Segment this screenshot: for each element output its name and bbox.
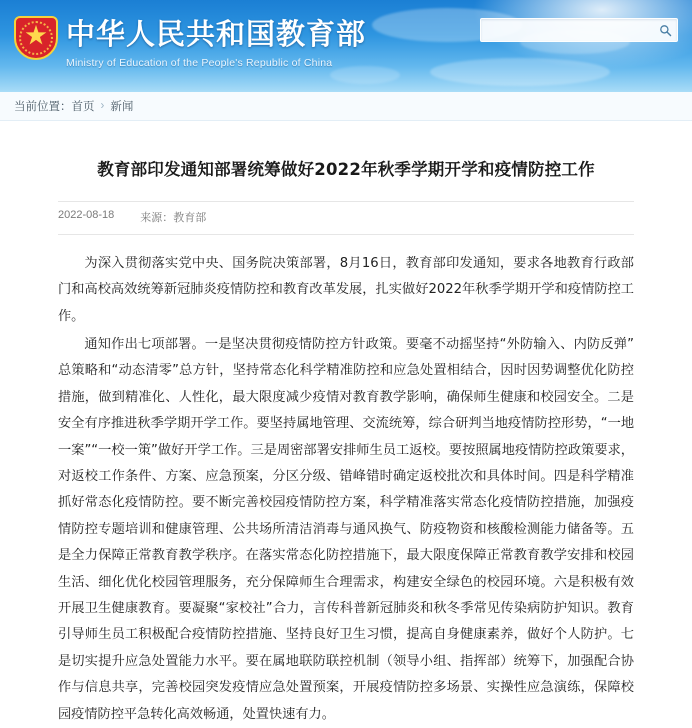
breadcrumb-separator: › <box>100 100 105 112</box>
article-source: 来源：教育部 <box>140 211 207 224</box>
site-title-cn: 中华人民共和国教育部 <box>66 17 367 51</box>
page-title: 教育部印发通知部署统筹做好2022年秋季学期开学和疫情防控工作 <box>97 160 595 180</box>
emblem-star: ★ <box>24 23 48 49</box>
national-emblem-icon <box>14 16 58 60</box>
search-icon <box>659 24 672 37</box>
search-button[interactable] <box>653 20 677 40</box>
breadcrumb-item-home[interactable]: 首页 <box>71 101 95 113</box>
article-date: 2022-08-18 <box>58 208 115 221</box>
site-title <box>66 12 366 69</box>
site-title-en: Ministry of Education of the People's Republic of China <box>66 57 333 69</box>
article-meta <box>58 201 634 235</box>
article-body <box>58 251 634 728</box>
search-input[interactable] <box>481 24 653 36</box>
article-paragraph: 通知作出七项部署。一是坚决贯彻疫情防控方针政策。要毫不动摇坚持“外防输入、内防反弹”总策略和“动态清零”总方针，坚持常态化科学精准防控和应急处置相结合，因时因势调整优化防控措施，做到精准化、人性化，最大限度减少疫情对教育教学影响，确保师生健康和校园安全。二是安全有序推进秋季学期开学工作。要坚持属地管理、交流统筹，综合研判当地疫情防控形势，“一地一案”“一校一策”做好开学工作。三是周密部署安排师生员工返校。要按照属地疫情防控政策要求，对返校工作条件、方案、应急预案，分区分级、错峰错时确定返校批次和具体时间。四是科学精准抓好常态化疫情防控。要不断完善校园疫情防控方案，科学精准落实常态化疫情防控措施，加强疫情防控专题培训和健康管理、公共场所清洁消毒与通风换气、防疫物资和核酸检测能力储备等。五是全力保障正常教育教学秩序。在落实常态化防控措施下，最大限度保障正常教育教学安排和校园生活、细化优化校园管理服务，充分保障师生合理需求，构建安全绿色的校园环境。六是积极有效开展卫生健康教育。要凝聚“家校社”合力，言传科普新冠肺炎和秋冬季常见传染病防护知识。教育引导师生员工积极配合疫情防控措施、坚持良好卫生习惯，提高自身健康素养，做好个人防护。七是切实提升应急处置能力水平。要在属地联防联控机制（领导小组、指挥部）统筹下，加强配合协作与信息共享，完善校园突发疫情应急处置预案，开展疫情防控多场景、实操性应急演练，保障校园疫情防控平急转化高效畅通，处置快速有力。 <box>58 337 634 722</box>
cloud-decoration <box>430 58 610 86</box>
article-paragraph: 为深入贯彻落实党中央、国务院决策部署，8月16日，教育部印发通知，要求各地教育行政部门和高校高效统筹新冠肺炎疫情防控和教育改革发展，扎实做好2022年秋季学期开学和疫情防控工作。 <box>58 255 634 324</box>
search-box[interactable] <box>480 18 678 42</box>
breadcrumb-item-news[interactable]: 新闻 <box>110 101 134 113</box>
breadcrumb-prefix: 当前位置： <box>14 101 72 113</box>
site-banner <box>0 0 692 92</box>
breadcrumb <box>0 92 692 121</box>
article <box>0 121 692 728</box>
